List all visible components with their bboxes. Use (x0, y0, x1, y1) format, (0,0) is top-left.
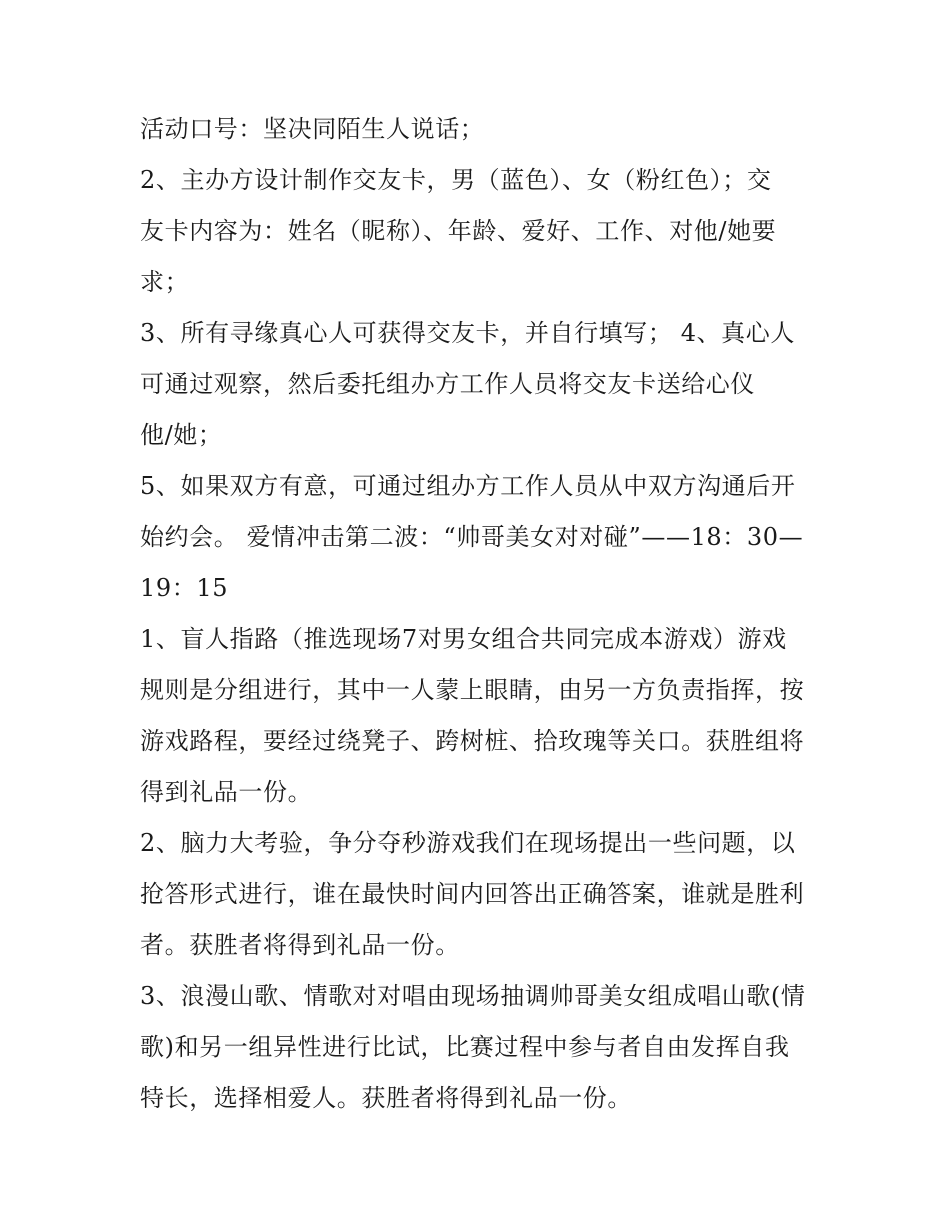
text-line: 可通过观察，然后委托组办方工作人员将交友卡送给心仪 (140, 370, 755, 398)
text-line: 1、盲人指路（推选现场7对男女组合共同完成本游戏）游戏 (140, 625, 787, 653)
text-line: 5、如果双方有意，可通过组办方工作人员从中双方沟通后开 (140, 472, 796, 500)
text-line: 2、主办方设计制作交友卡，男（蓝色）、女（粉红色）；交 (140, 166, 772, 194)
text-line: 3、浪漫山歌、情歌对对唱由现场抽调帅哥美女组成唱山歌(情 (140, 982, 806, 1010)
text-line: 规则是分组进行，其中一人蒙上眼睛，由另一方负责指挥，按 (140, 676, 805, 704)
text-line: 得到礼品一份。 (140, 778, 313, 806)
text-line: 抢答形式进行，谁在最快时间内回答出正确答案，谁就是胜利 (140, 880, 805, 908)
text-line: 他/她； (140, 421, 223, 449)
text-line: 3、所有寻缘真心人可获得交友卡，并自行填写； 4、真心人 (140, 319, 795, 347)
text-line: 游戏路程，要经过绕凳子、跨树桩、拾玫瑰等关口。获胜组将 (140, 727, 805, 755)
text-line: 始约会。 爱情冲击第二波：“帅哥美女对对碰”——18：30— (140, 523, 804, 551)
text-line: 者。获胜者将得到礼品一份。 (140, 931, 460, 959)
text-line: 求； (140, 268, 190, 296)
text-line: 19：15 (140, 574, 229, 602)
text-line: 活动口号：坚决同陌生人说话； (140, 115, 485, 143)
text-line: 友卡内容为：姓名（昵称）、年龄、爱好、工作、对他/她要 (140, 217, 777, 245)
text-line: 2、脑力大考验，争分夺秒游戏我们在现场提出一些问题，以 (140, 829, 796, 857)
text-line: 歌)和另一组异性进行比试，比赛过程中参与者自由发挥自我 (140, 1033, 790, 1061)
text-line: 特长，选择相爱人。获胜者将得到礼品一份。 (140, 1084, 632, 1112)
